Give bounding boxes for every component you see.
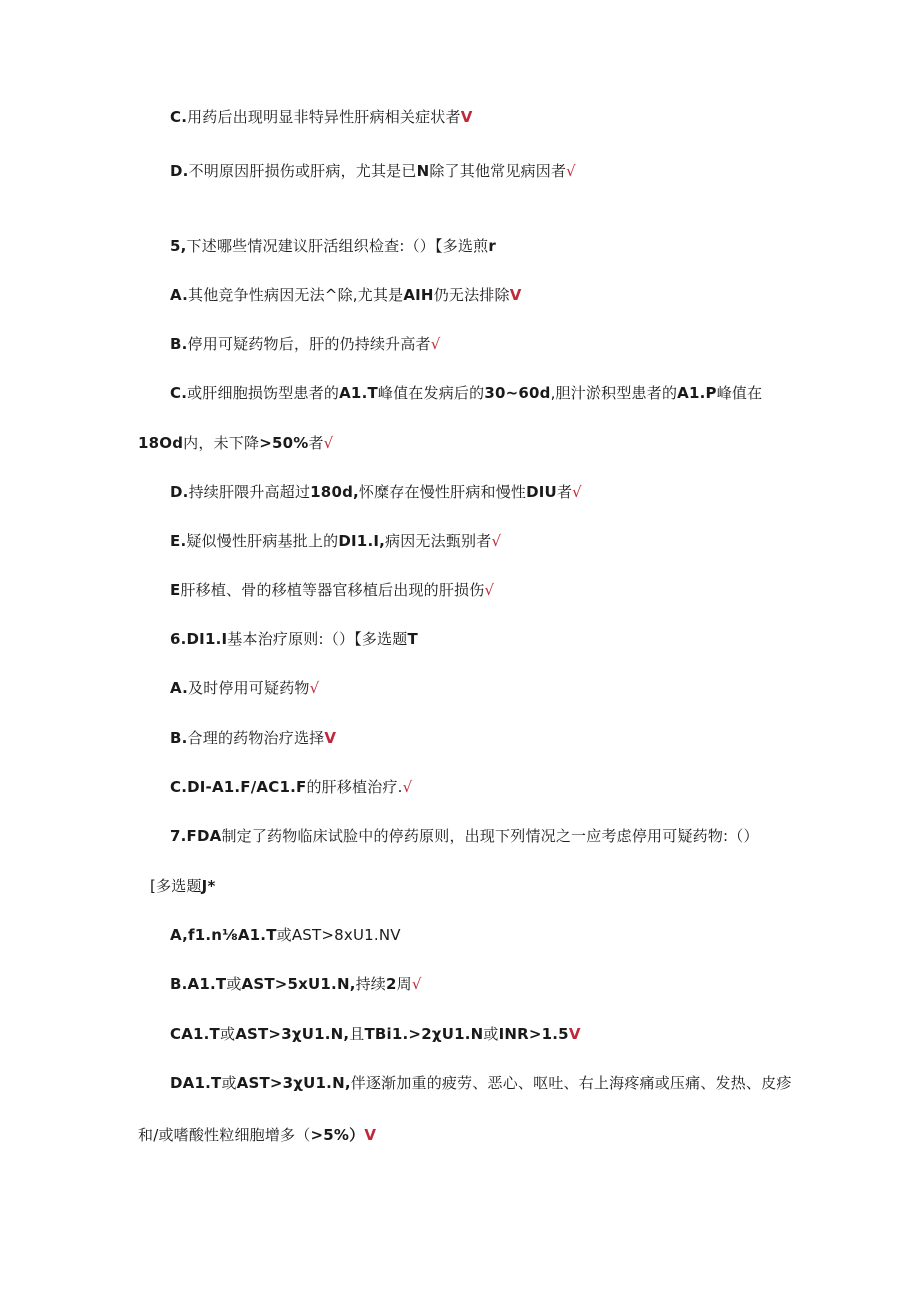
- option-bold-fragment: >50%: [259, 434, 309, 452]
- option-bold-fragment-3: INR>1.5: [498, 1025, 569, 1043]
- option-text: 疑似慢性肝病基批上的: [186, 532, 339, 550]
- question-text: 多选题: [156, 877, 202, 895]
- question-number: 7.FDA: [170, 827, 222, 845]
- option-prefix: C.: [170, 108, 188, 126]
- option-prefix: C.: [170, 384, 188, 402]
- option-prefix: E: [170, 581, 181, 599]
- check-mark: √: [572, 483, 582, 501]
- option-e-q5: [170, 531, 501, 551]
- option-bold-fragment: DI1.I,: [338, 532, 386, 550]
- option-text: 肝移植、骨的移植等器官移植后出现的肝损伤: [180, 581, 485, 599]
- option-bold-fragment: 180d,: [310, 483, 359, 501]
- option-text: 和/或嗜酸性粒细胞增多（: [138, 1126, 311, 1144]
- option-text-continued-2: 或: [483, 1025, 499, 1043]
- option-text: 或AST>8xU1.NV: [276, 926, 401, 944]
- question-tail: J*: [201, 877, 216, 895]
- option-text-continued: 怀糜存在慢性肝病和慢性: [358, 483, 527, 501]
- option-c-q7: [170, 1024, 581, 1044]
- check-mark: V: [568, 1025, 581, 1043]
- question-number: 6.DI1.I: [170, 630, 228, 648]
- option-text-continued: 伴逐渐加重的疲劳、恶心、呕吐、右上海疼痛或压痛、发热、皮疹: [350, 1074, 792, 1092]
- option-d-q4: [170, 161, 576, 181]
- option-c-q5-wrap: [138, 433, 333, 453]
- check-mark: √: [402, 778, 413, 796]
- option-prefix: C.DI-A1.F/AC1.F: [170, 778, 307, 796]
- option-d-q7-wrap: [138, 1125, 376, 1145]
- option-bold-fragment: AIH: [403, 286, 434, 304]
- option-prefix: A.: [170, 679, 188, 697]
- check-mark: V: [324, 729, 337, 747]
- option-text-continued: 仍无法排除: [433, 286, 510, 304]
- check-mark: √: [566, 162, 576, 180]
- option-text: 或肝细胞损饬型患者的: [187, 384, 340, 402]
- option-text-continued-2: ,胆汁淤积型患者的: [550, 384, 678, 402]
- bracket-open: [: [150, 877, 157, 895]
- check-mark: √: [430, 335, 441, 353]
- option-text: 其他竞争性病因无法^除,尤其是: [188, 286, 404, 304]
- option-bold-fragment: A1.T: [339, 384, 378, 402]
- option-bold-fragment-3: A1.P: [677, 384, 717, 402]
- option-a-q6: [170, 678, 319, 698]
- option-b-q6: [170, 728, 336, 748]
- option-bold-fragment-2: 30~60d: [484, 384, 551, 402]
- option-text-continued-3: 峰值在: [716, 384, 763, 402]
- question-text: 基本治疗原则:（）【多选题: [227, 630, 408, 648]
- option-bold-fragment: N: [416, 162, 430, 180]
- option-c-q5: [170, 383, 762, 403]
- option-bold-fragment: AST>3χU1.N,: [235, 1025, 350, 1043]
- option-text: 停用可疑药物后，肝的仍持续升高者: [187, 335, 431, 353]
- option-bold-fragment: AST>3χU1.N,: [236, 1074, 351, 1092]
- question-6: [170, 629, 418, 649]
- option-prefix: A,f1.n⅛A1.T: [170, 926, 277, 944]
- question-7-wrap: [150, 876, 216, 896]
- check-mark: √: [491, 532, 502, 550]
- option-bold-fragment: AST>5xU1.N,: [241, 975, 356, 993]
- option-text: 用药后出现明显非特异性肝病相关症状者: [187, 108, 461, 126]
- option-d-q7: [170, 1073, 792, 1093]
- option-text-continued-2: 周: [396, 975, 412, 993]
- check-mark: V: [364, 1126, 377, 1144]
- option-text: 或: [219, 1025, 236, 1043]
- option-text-continued: 者: [308, 434, 324, 452]
- option-text: 不明原因肝损伤或肝病，尤其是已: [188, 162, 417, 180]
- option-b-q7: [170, 974, 422, 994]
- check-mark: √: [309, 679, 320, 697]
- question-5: [170, 236, 496, 256]
- option-text-continued: 除了其他常见病因者: [429, 162, 567, 180]
- question-text: 下述哪些情况建议肝活组织检查:（）【多选煎: [186, 237, 489, 255]
- option-text-continued: 病因无法甄别者: [385, 532, 492, 550]
- option-a-q5: [170, 285, 522, 305]
- option-text: 持续肝隈升高超过: [188, 483, 311, 501]
- option-prefix: B.: [170, 335, 188, 353]
- question-number: 5,: [170, 237, 187, 255]
- question-text: 制定了药物临床试脸中的停药原则，出现下列情况之一应考虑停用可疑药物:（）: [221, 827, 759, 845]
- check-mark: V: [460, 108, 473, 126]
- option-c-q4: [170, 107, 473, 127]
- option-prefix: B.: [170, 729, 188, 747]
- option-text: 内，未下降: [183, 434, 260, 452]
- option-text: 或: [221, 1074, 237, 1092]
- check-mark: √: [411, 975, 422, 993]
- option-prefix: A.: [170, 286, 188, 304]
- option-bold-fragment: >5%）: [310, 1126, 365, 1144]
- option-text: 合理的药物治疗选择: [187, 729, 325, 747]
- check-mark: √: [323, 434, 334, 452]
- option-a-q7: [170, 925, 401, 945]
- option-prefix: D.: [170, 483, 189, 501]
- option-bold-fragment-2: 2: [386, 975, 397, 993]
- question-tail: T: [407, 630, 418, 648]
- option-prefix: 18Od: [138, 434, 184, 452]
- option-text: 或: [226, 975, 242, 993]
- option-text-continued: 且: [349, 1025, 365, 1043]
- option-text: 及时停用可疑药物: [188, 679, 310, 697]
- check-mark: √: [484, 581, 495, 599]
- option-prefix: DA1.T: [170, 1074, 222, 1092]
- option-prefix: B.A1.T: [170, 975, 227, 993]
- option-text-continued-2: 者: [556, 483, 573, 501]
- option-b-q5: [170, 334, 441, 354]
- option-c-q6: [170, 777, 412, 797]
- option-bold-fragment-2: TBi1.>2χU1.N: [364, 1025, 484, 1043]
- option-d-q5: [170, 482, 582, 502]
- option-prefix: E.: [170, 532, 187, 550]
- question-tail: r: [488, 237, 496, 255]
- check-mark: V: [509, 286, 522, 304]
- option-f-q5: [170, 580, 494, 600]
- option-bold-fragment-2: DIU: [526, 483, 557, 501]
- option-prefix: D.: [170, 162, 189, 180]
- option-text-continued: 峰值在发病后的: [377, 384, 485, 402]
- question-7: [170, 826, 759, 846]
- option-text-continued: 持续: [355, 975, 387, 993]
- option-prefix: CA1.T: [170, 1025, 220, 1043]
- option-text: 的肝移植治疗.: [306, 778, 403, 796]
